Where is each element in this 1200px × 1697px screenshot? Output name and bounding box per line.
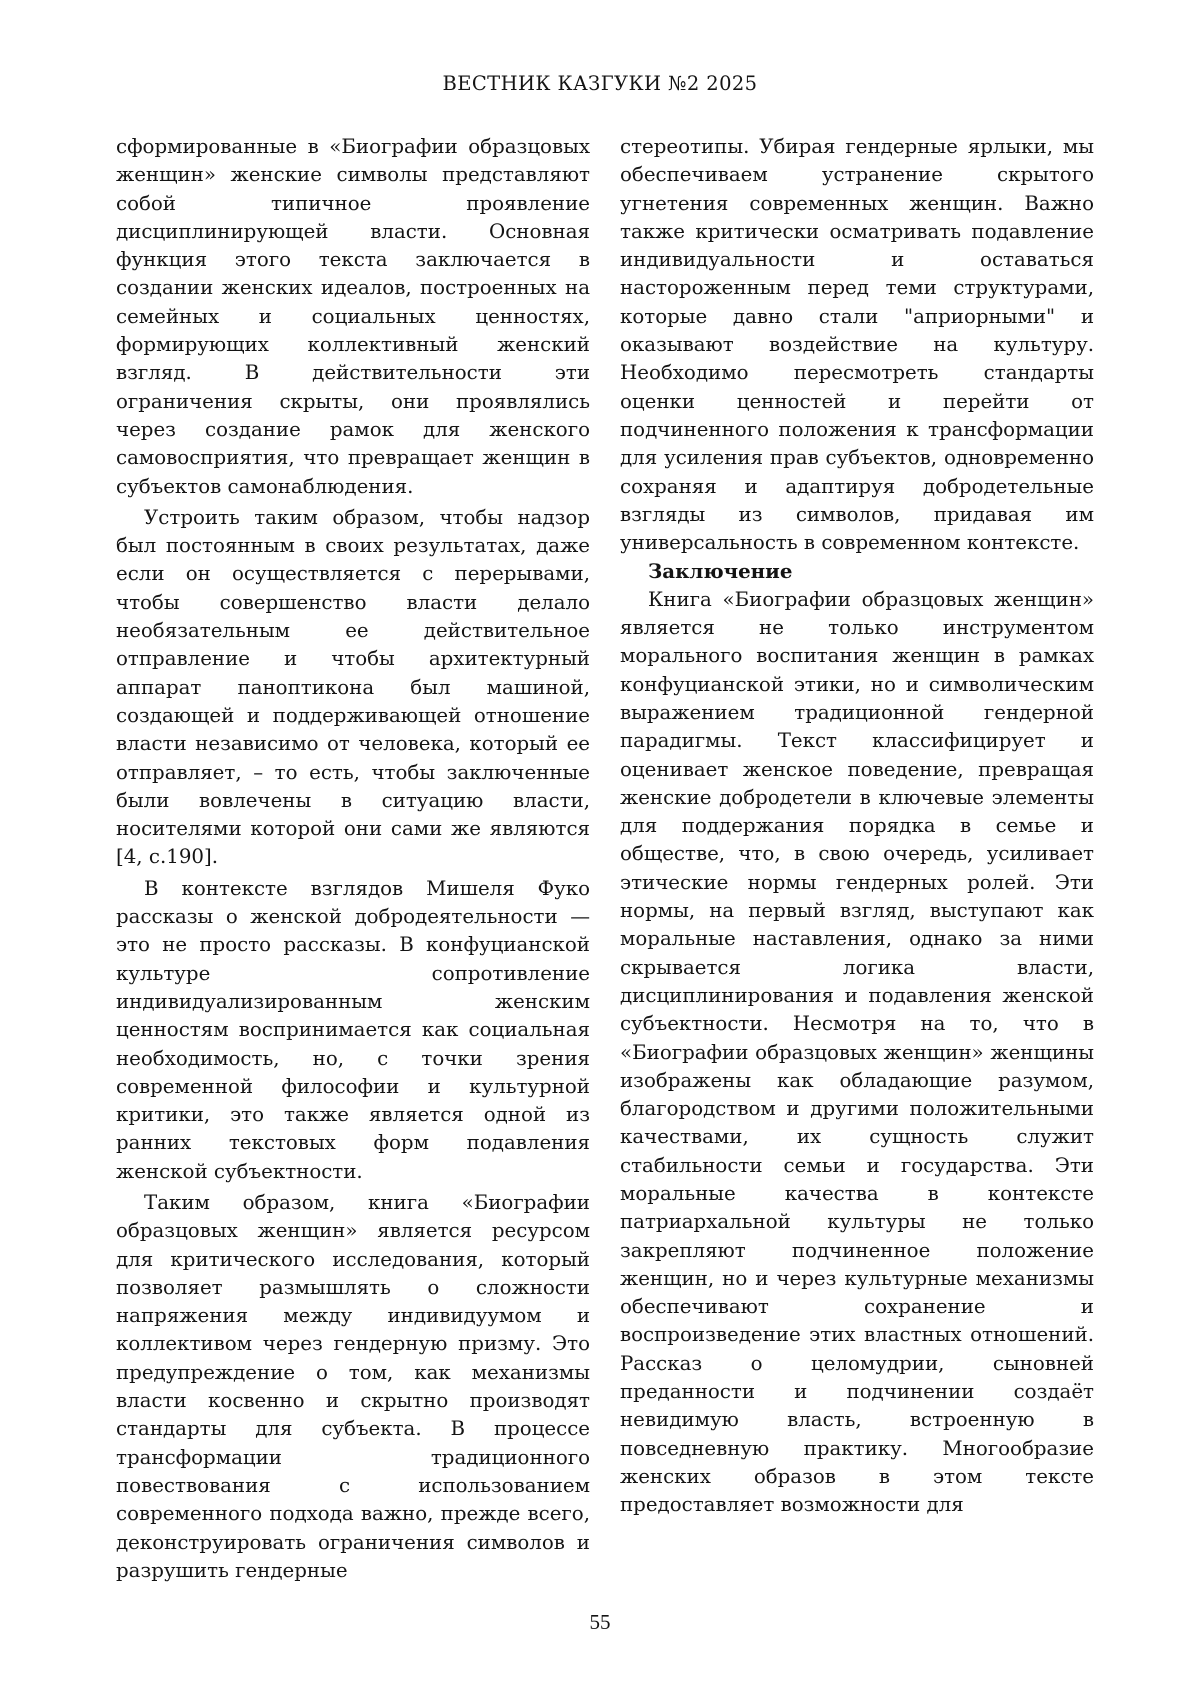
paragraph: Книга «Биографии образцовых женщин» является не только инструментом морального воспитания женщин в рамках конфуцианской этики, но и символическим выражением традиционной гендерной парадигмы. Текст классифицирует и оценивает женское поведение, превращая женские добродетели в ключевые элементы для поддержания порядка в семье и обществе, что, в свою очередь, усиливает этические нормы гендерных ролей. Эти нормы, на первый взгляд, выступают как моральные наставления, однако за ними скрывается логика власти, дисциплинирования и подавления женской субъектности. Несмотря на то, что в «Биографии образцовых женщин» женщины изображены как обладающие разумом, благородством и другими положительными качествами, их сущность служит стабильности семьи и государства. Эти моральные качества в контексте патриархальной культуры не только закрепляют подчиненное положение женщин, но и через культурные механизмы обеспечивают сохранение и воспроизведение этих властных отношений. Рассказ о целомудрии, сыновней преданности и подчинении создаёт невидимую власть, встроенную в повседневную практику. Многообразие женских образов в этом тексте предоставляет возможности для <box>620 587 1094 1517</box>
paragraph: сформированные в «Биографии образцовых женщин» женские символы представляют собой типичное проявление дисциплинирующей власти. Основная функция этого текста заключается в создании женских идеалов, построенных на семейных и социальных ценностях, формирующих коллективный женский взгляд. В действительности эти ограничения скрыты, они проявлялись через создание рамок для женского самовосприятия, что превращает женщин в субъектов самонаблюдения. <box>116 135 590 498</box>
section-heading: Заключение <box>648 559 793 584</box>
right-column <box>620 133 1094 1520</box>
paragraph: Устроить таким образом, чтобы надзор был постоянным в своих результатах, даже если он осуществляется с перерывами, чтобы совершенство власти делало необязательным ее действительное отправление и чтобы архитектурный аппарат паноптикона был машиной, создающей и поддерживающей отношение власти независимо от человека, который ее отправляет, – то есть, чтобы заключенные были вовлечены в ситуацию власти, носителями которой они сами же являются [4, с.190]. <box>116 505 590 869</box>
left-column <box>116 133 590 1585</box>
page-number: 55 <box>589 1610 611 1634</box>
journal-header: ВЕСТНИК КАЗГУКИ №2 2025 <box>442 72 758 95</box>
paragraph: В контексте взглядов Мишеля Фуко рассказы о женской добродеятельности — это не просто рассказы. В конфуцианской культуре сопротивление индивидуализированным женским ценностям воспринимается как социальная необходимость, но, с точки зрения современной философии и культурной критики, это также является одной из ранних текстовых форм подавления женской субъектности. <box>116 876 590 1183</box>
paragraph: Таким образом, книга «Биографии образцовых женщин» является ресурсом для критического исследования, который позволяет размышлять о сложности напряжения между индивидуумом и коллективом через гендерную призму. Это предупреждение о том, как механизмы власти косвенно и скрытно производят стандарты для субъекта. В процессе трансформации традиционного повествования с использованием современного подхода важно, прежде всего, деконструировать ограничения символов и разрушить гендерные <box>116 1190 590 1582</box>
paragraph: стереотипы. Убирая гендерные ярлыки, мы обеспечиваем устранение скрытого угнетения современных женщин. Важно также критически осматривать подавление индивидуальности и оставаться настороженным перед теми структурами, которые давно стали "априорными" и оказывают воздействие на культуру. Необходимо пересмотреть стандарты оценки ценностей и перейти от подчиненного положения к трансформации для усиления прав субъектов, одновременно сохраняя и адаптируя добродетельные взгляды из символов, придавая им универсальность в современном контексте. <box>620 135 1094 555</box>
